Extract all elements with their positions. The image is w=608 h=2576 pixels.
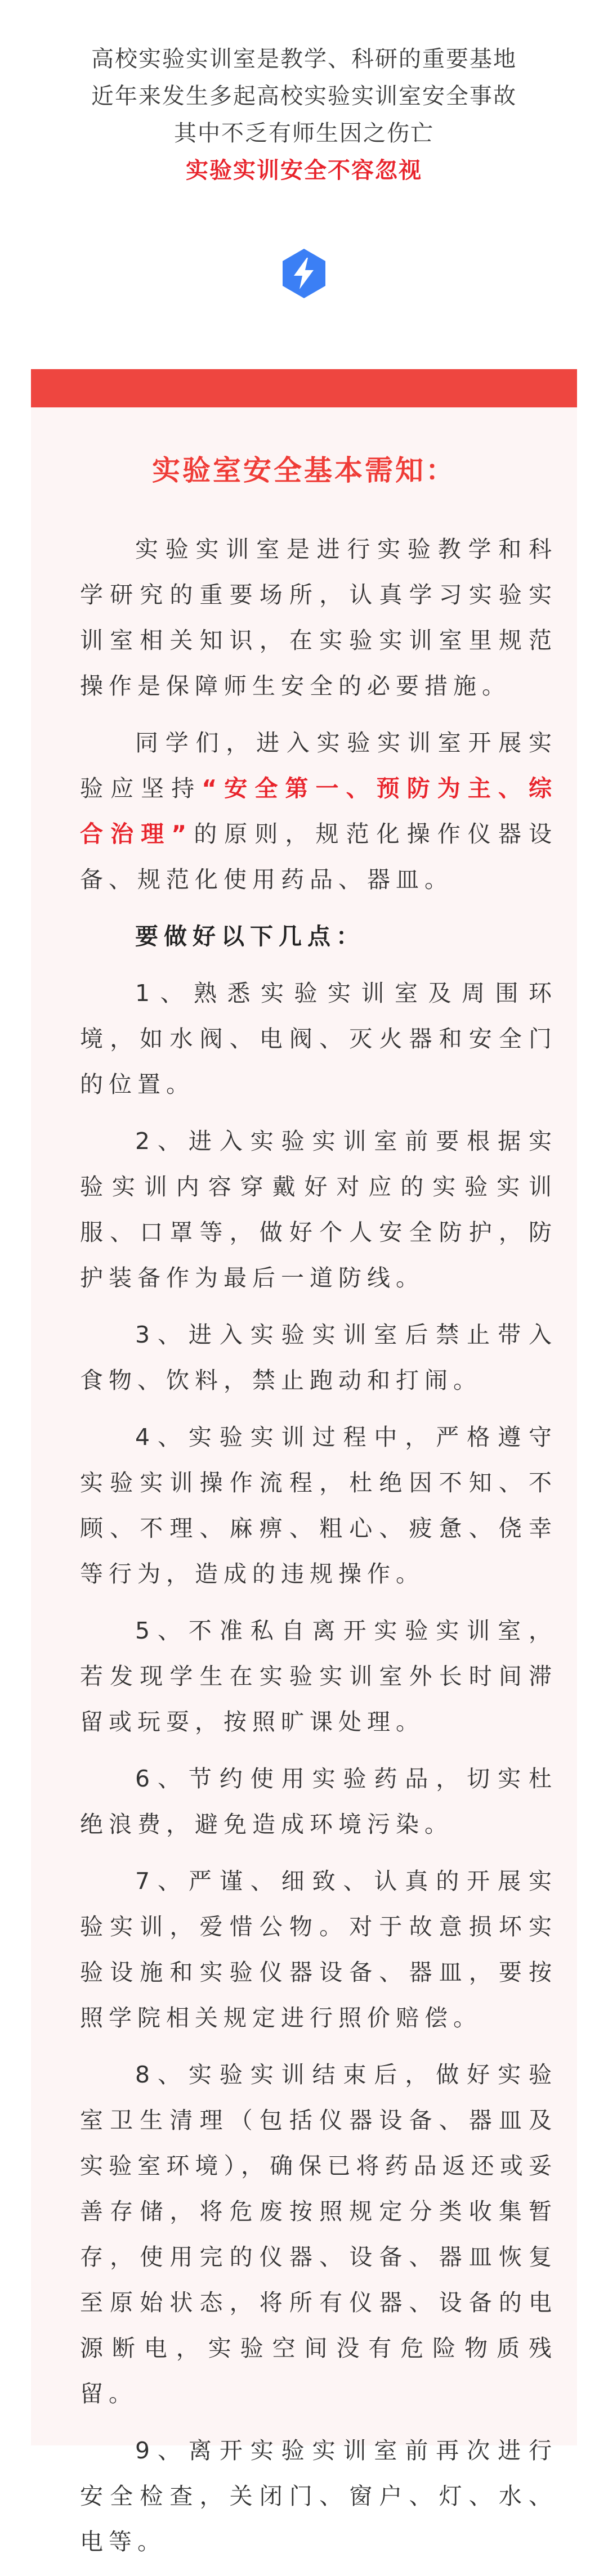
safety-notice-card — [31, 369, 577, 2555]
card-accent-bar — [31, 369, 577, 407]
points-subheading: 要做好以下几点： — [135, 923, 365, 950]
intro-emphasis: 实验实训安全不容忽视 — [186, 158, 422, 183]
point-3: 3、进入实验实训室后禁止带入食物、饮料，禁止跑动和打闹。 — [80, 1321, 557, 1394]
intro-paragraph: 实验实训室是进行实验教学和科学研究的重要场所，认真学习实验实训室相关知识，在实验实训室里规范操作是保障师生安全的必要措施。 — [80, 536, 557, 699]
point-8: 8、实验实训结束后，做好实验室卫生清理（包括仪器设备、器皿及实验室环境），确保已将药品返还或妥善存储，将危废按照规定分类收集暂存，使用完的仪器、设备、器皿恢复至原始状态，将所有仪器、设备的电源断电，实验空间没有危险物质残留。 — [80, 2061, 557, 2407]
intro-line-3: 其中不乏有师生因之伤亡 — [174, 120, 434, 146]
point-5: 5、不准私自离开实验实训室，若发现学生在实验实训室外长时间滞留或玩耍，按照旷课处理。 — [80, 1617, 557, 1735]
point-1: 1、熟悉实验实训室及周围环境，如水阀、电阀、灭火器和安全门的位置。 — [80, 980, 557, 1098]
point-4: 4、实验实训过程中，严格遵守实验实训操作流程，杜绝因不知、不顾、不理、麻痹、粗心、疲惫、侥幸等行为，造成的违规操作。 — [80, 1424, 557, 1587]
principle-highlight: “安全第一、预防为主、综合治理” — [80, 775, 557, 847]
intro-line-2: 近年来发生多起高校实验实训室安全事故 — [91, 83, 517, 109]
lightning-bolt-icon — [278, 248, 330, 299]
point-9: 9、离开实验实训室前再次进行安全检查，关闭门、窗户、灯、水、电等。 — [80, 2437, 557, 2555]
point-6: 6、节约使用实验药品，切实杜绝浪费，避免造成环境污染。 — [80, 1765, 557, 1838]
point-7: 7、严谨、细致、认真的开展实验实训，爱惜公物。对于故意损坏实验设施和实验仪器设备、器皿，要按照学院相关规定进行照价赔偿。 — [80, 1868, 557, 2031]
point-2: 2、进入实验实训室前要根据实验实训内容穿戴好对应的实验实训服、口罩等，做好个人安全防护，防护装备作为最后一道防线。 — [80, 1128, 557, 1291]
principle-after: 的原则，规范化操作仪器设备、规范化使用药品、器皿。 — [80, 820, 557, 893]
intro-line-1: 高校实验实训室是教学、科研的重要基地 — [91, 46, 517, 72]
principle-before: 同学们，进入实验实训室开展实验应坚持 — [80, 729, 557, 802]
section-title: 实验室安全基本需知： — [152, 454, 456, 487]
principle-paragraph — [80, 720, 557, 903]
intro-block — [0, 41, 608, 189]
card-body — [80, 527, 557, 2576]
